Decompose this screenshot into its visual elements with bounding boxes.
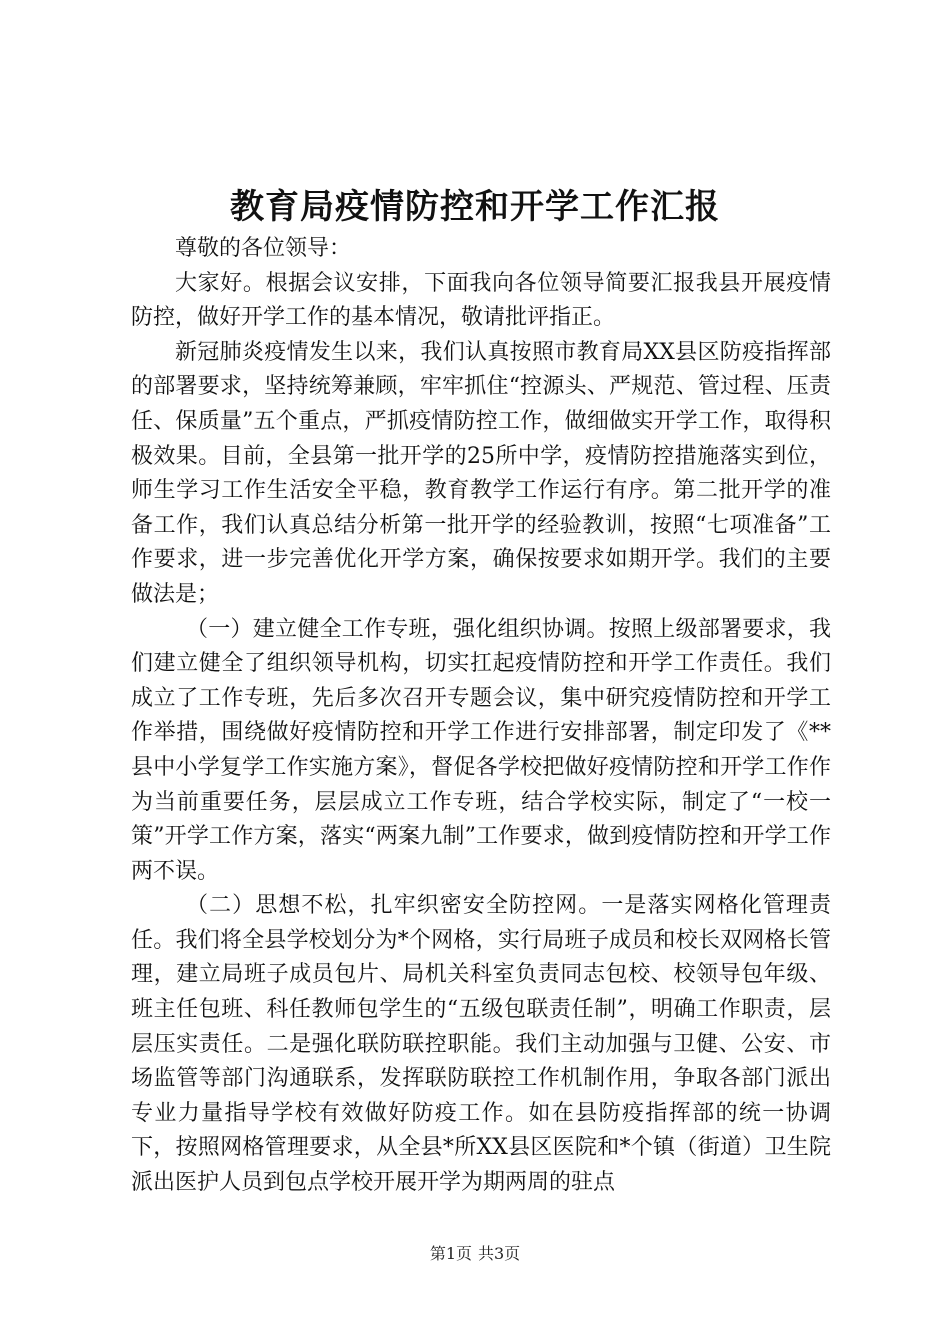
document-title: 教育局疫情防控和开学工作汇报 (230, 187, 720, 227)
document-body (131, 232, 831, 1201)
section-one-paragraph: （一）建立健全工作专班，强化组织协调。按照上级部署要求，我们建立健全了组织领导机构，切实扛起疫情防控和开学工作责任。我们成立了工作专班，先后多次召开专题会议，集中研究疫情防控和开学工作举措，围绕做好疫情防控和开学工作进行安排部署，制定印发了《**县中小学复学工作实施方案》，督促各学校把做好疫情防控和开学工作作为当前重要任务，层层成立工作专班，结合学校实际，制定了“一校一策”开学工作方案，落实“两案九制”工作要求，做到疫情防控和开学工作两不误。 (131, 616, 831, 884)
page-footer (0, 1243, 950, 1265)
opening-paragraph: 大家好。根据会议安排，下面我向各位领导简要汇报我县开展疫情防控，做好开学工作的基本情况，敬请批评指正。 (131, 270, 831, 331)
overview-paragraph: 新冠肺炎疫情发生以来，我们认真按照市教育局XX县区防疫指挥部的部署要求，坚持统筹兼顾，牢牢抓住“控源头、严规范、管过程、压责任、保质量”五个重点，严抓疫情防控工作，做细做实开学工作，取得积极效果。目前，全县第一批开学的25所中学，疫情防控措施落实到位，师生学习工作生活安全平稳，教育教学工作运行有序。第二批开学的准备工作，我们认真总结分析第一批开学的经验教训，按照“七项准备”工作要求，进一步完善优化开学方案，确保按要求如期开学。我们的主要做法是； (131, 339, 831, 607)
page-number: 第1页 (429, 1244, 472, 1263)
salutation-paragraph: 尊敬的各位领导： (175, 236, 352, 261)
section-two-paragraph: （二）思想不松，扎牢织密安全防控网。一是落实网格化管理责任。我们将全县学校划分为*个网格，实行局班子成员和校长双网格长管理，建立局班子成员包片、局机关科室负责同志包校、校领导包年级、班主任包班、科任教师包学生的“五级包联责任制”，明确工作职责，层层压实责任。二是强化联防联控职能。我们主动加强与卫健、公安、市场监管等部门沟通联系，发挥联防联控工作机制作用，争取各部门派出专业力量指导学校有效做好防疫工作。如在县防疫指挥部的统一协调下，按照网格管理要求，从全县*所XX县区医院和*个镇（街道）卫生院派出医护人员到包点学校开展开学为期两周的驻点 (131, 893, 831, 1196)
page-total: 共3页 (478, 1244, 521, 1263)
